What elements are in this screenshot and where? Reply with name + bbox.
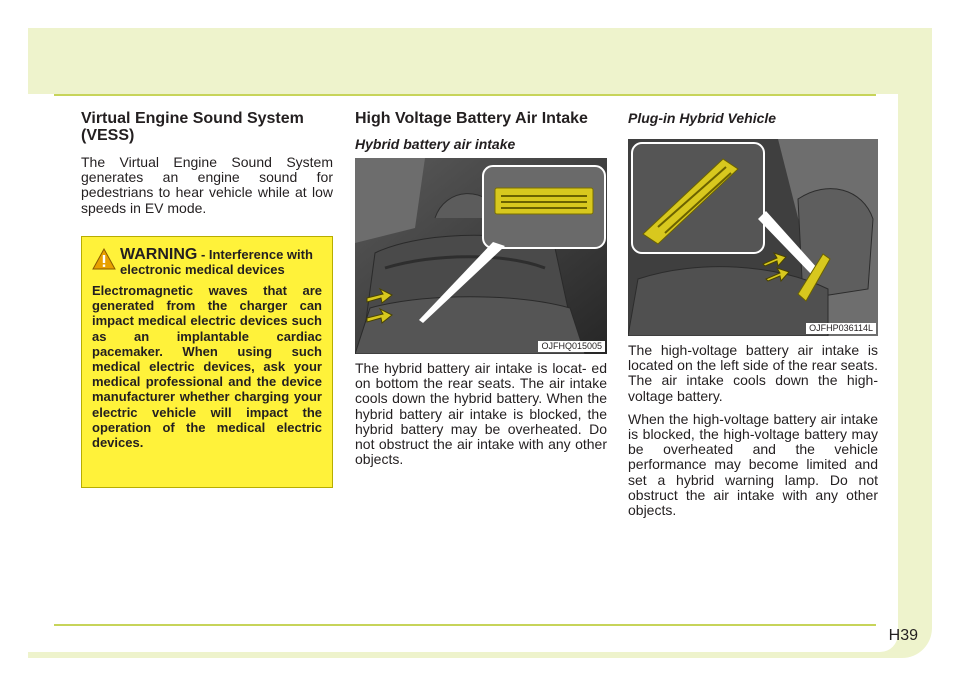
phev-intake-figure bbox=[628, 139, 878, 336]
bottom-rule bbox=[54, 624, 876, 626]
phev-subheading: Plug-in Hybrid Vehicle bbox=[628, 110, 777, 126]
hybrid-intake-text bbox=[355, 361, 607, 467]
phev-seat-illustration bbox=[628, 139, 878, 336]
hybrid-intake-subheading: Hybrid battery air intake bbox=[355, 136, 516, 152]
vess-body: The Virtual Engine Sound System generates an engine sound for pedestrians to hear vehicle while at low speeds in EV mode. bbox=[81, 154, 333, 216]
figure-code-1: OJFHQ015005 bbox=[538, 341, 605, 352]
phev-section bbox=[628, 110, 880, 126]
air-intake-section bbox=[355, 110, 607, 152]
warning-subtitle: - Interference with electronic medical devices bbox=[120, 247, 313, 277]
top-rule bbox=[54, 94, 876, 96]
phev-intake-text bbox=[628, 343, 878, 518]
phev-body-2: When the high-voltage battery air intake is blocked, the high-voltage battery may be overheated and the vehicle performance may become limited and set a hybrid warning lamp. Do not obstruct the air intake with any other objects. bbox=[628, 410, 878, 519]
air-intake-heading: High Voltage Battery Air Intake bbox=[355, 110, 588, 127]
rear-seat-illustration bbox=[355, 158, 607, 354]
warning-header bbox=[92, 247, 322, 277]
vess-section bbox=[81, 110, 333, 216]
vess-heading: Virtual Engine Sound System (VESS) bbox=[81, 110, 304, 144]
figure-code-2: OJFHP036114L bbox=[806, 323, 876, 334]
phev-body-1: The high-voltage battery air intake is located on the left side of the rear seats. The air intake cools down the high-voltage battery. bbox=[628, 342, 878, 404]
warning-triangle-icon bbox=[92, 248, 116, 270]
hybrid-intake-body: The hybrid battery air intake is locat- ed on bottom the rear seats. The air intake cools down the hybrid battery. When the hybrid battery air intake is blocked, the hybrid battery may be overheated. Do not obstruct the air intake with any other objects. bbox=[355, 360, 607, 468]
warning-body: Electromagnetic waves that are generated from the charger can impact medical electric devices such as an implantable cardiac pacemaker. When using such medical electric devices, ask your medical professional and the device manufacturer whether charging your electric vehicle will impact the operation of the medical electric devices. bbox=[92, 283, 322, 451]
page-number: H39 bbox=[888, 627, 918, 644]
warning-box bbox=[81, 236, 333, 488]
warning-title: WARNING bbox=[120, 246, 198, 263]
hybrid-intake-figure bbox=[355, 158, 607, 354]
